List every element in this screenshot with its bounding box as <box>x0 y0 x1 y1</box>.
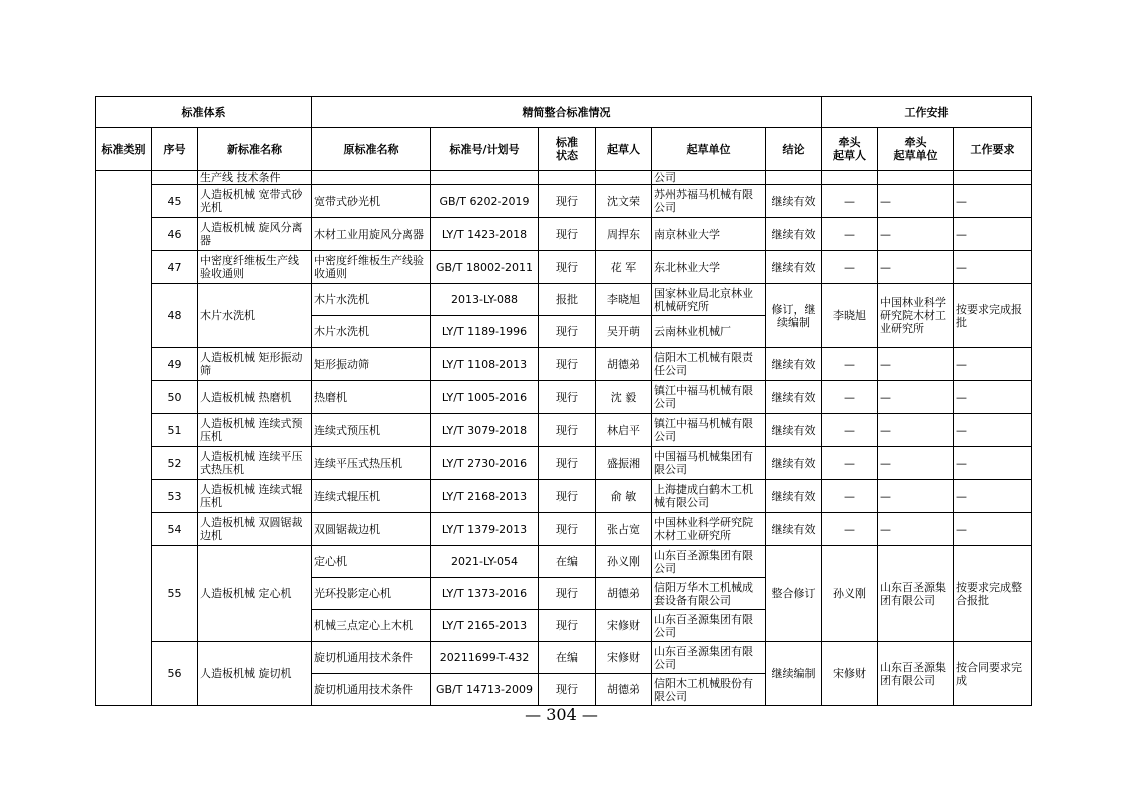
std-no-cell: GB/T 18002-2011 <box>431 251 539 284</box>
orig-name-cell: 定心机 <box>312 546 431 578</box>
std-no-cell <box>431 171 539 185</box>
unit-cell: 国家林业局北京林业机械研究所 <box>652 284 766 316</box>
drafter-cell: 胡德弟 <box>596 348 652 381</box>
requirement-cell: — <box>954 447 1032 480</box>
requirement-cell: — <box>954 348 1032 381</box>
orig-name-cell: 木片水洗机 <box>312 284 431 316</box>
std-no-cell: 2021-LY-054 <box>431 546 539 578</box>
seq-cell: 53 <box>152 480 198 513</box>
conclusion-cell <box>766 171 822 185</box>
conclusion-cell: 继续有效 <box>766 414 822 447</box>
drafter-cell: 俞 敏 <box>596 480 652 513</box>
lead-person-cell: 李晓旭 <box>822 284 878 348</box>
status-cell: 现行 <box>539 316 596 348</box>
seq-cell: 45 <box>152 185 198 218</box>
requirement-cell: — <box>954 185 1032 218</box>
requirement-cell: — <box>954 381 1032 414</box>
table-row <box>96 642 1032 674</box>
conclusion-cell: 整合修订 <box>766 546 822 642</box>
status-cell: 现行 <box>539 218 596 251</box>
status-cell: 现行 <box>539 348 596 381</box>
std-no-cell: LY/T 2730-2016 <box>431 447 539 480</box>
drafter-cell: 胡德弟 <box>596 674 652 706</box>
col-lead-unit: 牵头 起草单位 <box>878 128 954 171</box>
lead-unit-cell: — <box>878 251 954 284</box>
new-name-cell: 木片水洗机 <box>198 284 312 348</box>
lead-unit-cell: — <box>878 513 954 546</box>
lead-unit-cell: — <box>878 218 954 251</box>
status-cell: 现行 <box>539 480 596 513</box>
std-no-cell: 2013-LY-088 <box>431 284 539 316</box>
lead-person-cell: — <box>822 348 878 381</box>
lead-unit-cell: — <box>878 348 954 381</box>
orig-name-cell: 连续式预压机 <box>312 414 431 447</box>
col-lead-person: 牵头 起草人 <box>822 128 878 171</box>
unit-cell: 中国林业科学研究院木材工业研究所 <box>652 513 766 546</box>
std-no-cell: LY/T 2168-2013 <box>431 480 539 513</box>
unit-cell: 云南林业机械厂 <box>652 316 766 348</box>
category-cell <box>96 171 152 706</box>
seq-cell <box>152 171 198 185</box>
requirement-cell <box>954 171 1032 185</box>
unit-cell: 南京林业大学 <box>652 218 766 251</box>
new-name-cell: 生产线 技术条件 <box>198 171 312 185</box>
lead-person-cell: 宋修财 <box>822 642 878 706</box>
status-cell: 现行 <box>539 513 596 546</box>
requirement-cell: — <box>954 251 1032 284</box>
lead-unit-cell: — <box>878 447 954 480</box>
col-std-no: 标准号/计划号 <box>431 128 539 171</box>
new-name-cell: 人造板机械 热磨机 <box>198 381 312 414</box>
orig-name-cell: 热磨机 <box>312 381 431 414</box>
conclusion-cell: 继续有效 <box>766 185 822 218</box>
drafter-cell: 宋修财 <box>596 610 652 642</box>
lead-person-cell: — <box>822 218 878 251</box>
drafter-cell: 吴开萌 <box>596 316 652 348</box>
col-conclusion: 结论 <box>766 128 822 171</box>
requirement-cell: 按要求完成整合报批 <box>954 546 1032 642</box>
new-name-cell: 人造板机械 连续式预压机 <box>198 414 312 447</box>
new-name-cell: 人造板机械 旋切机 <box>198 642 312 706</box>
std-no-cell: LY/T 1373-2016 <box>431 578 539 610</box>
orig-name-cell: 机械三点定心上木机 <box>312 610 431 642</box>
new-name-cell: 人造板机械 矩形振动筛 <box>198 348 312 381</box>
seq-cell: 50 <box>152 381 198 414</box>
table-row <box>96 218 1032 251</box>
status-cell: 现行 <box>539 251 596 284</box>
std-no-cell: LY/T 1423-2018 <box>431 218 539 251</box>
new-name-cell: 人造板机械 定心机 <box>198 546 312 642</box>
col-requirement: 工作要求 <box>954 128 1032 171</box>
status-cell: 现行 <box>539 578 596 610</box>
table-row <box>96 251 1032 284</box>
seq-cell: 49 <box>152 348 198 381</box>
table-row <box>96 513 1032 546</box>
group-consolidation-situation: 精简整合标准情况 <box>312 97 822 128</box>
orig-name-cell: 木材工业用旋风分离器 <box>312 218 431 251</box>
conclusion-cell: 修订，继续编制 <box>766 284 822 348</box>
unit-cell: 山东百圣源集团有限公司 <box>652 642 766 674</box>
status-cell <box>539 171 596 185</box>
std-no-cell: GB/T 6202-2019 <box>431 185 539 218</box>
orig-name-cell: 宽带式砂光机 <box>312 185 431 218</box>
unit-cell: 上海捷成白鹤木工机械有限公司 <box>652 480 766 513</box>
drafter-cell: 周捍东 <box>596 218 652 251</box>
lead-person-cell: — <box>822 185 878 218</box>
conclusion-cell: 继续有效 <box>766 218 822 251</box>
lead-person-cell: — <box>822 381 878 414</box>
orig-name-cell: 光环投影定心机 <box>312 578 431 610</box>
new-name-cell: 中密度纤维板生产线验收通则 <box>198 251 312 284</box>
table-row <box>96 381 1032 414</box>
col-new-name: 新标准名称 <box>198 128 312 171</box>
std-no-cell: LY/T 1189-1996 <box>431 316 539 348</box>
new-name-cell: 人造板机械 旋风分离器 <box>198 218 312 251</box>
std-no-cell: 20211699-T-432 <box>431 642 539 674</box>
new-name-cell: 人造板机械 宽带式砂光机 <box>198 185 312 218</box>
lead-unit-cell: — <box>878 414 954 447</box>
std-no-cell: LY/T 1379-2013 <box>431 513 539 546</box>
status-cell: 现行 <box>539 185 596 218</box>
drafter-cell: 沈文荣 <box>596 185 652 218</box>
requirement-cell: 按要求完成报批 <box>954 284 1032 348</box>
lead-person-cell: — <box>822 251 878 284</box>
lead-person-cell: 孙义刚 <box>822 546 878 642</box>
std-no-cell: GB/T 14713-2009 <box>431 674 539 706</box>
requirement-cell: — <box>954 218 1032 251</box>
unit-cell: 信阳万华木工机械成套设备有限公司 <box>652 578 766 610</box>
unit-cell: 苏州苏福马机械有限公司 <box>652 185 766 218</box>
unit-cell: 中国福马机械集团有限公司 <box>652 447 766 480</box>
header-column-row <box>96 128 1032 171</box>
group-standard-system: 标准体系 <box>96 97 312 128</box>
std-no-cell: LY/T 3079-2018 <box>431 414 539 447</box>
unit-cell: 山东百圣源集团有限公司 <box>652 610 766 642</box>
col-drafter: 起草人 <box>596 128 652 171</box>
header-group-row <box>96 97 1032 128</box>
unit-cell: 信阳木工机械股份有限公司 <box>652 674 766 706</box>
conclusion-cell: 继续有效 <box>766 447 822 480</box>
seq-cell: 47 <box>152 251 198 284</box>
conclusion-cell: 继续编制 <box>766 642 822 706</box>
conclusion-cell: 继续有效 <box>766 513 822 546</box>
table-row-carry <box>96 171 1032 185</box>
unit-cell: 东北林业大学 <box>652 251 766 284</box>
standards-table <box>95 96 1032 706</box>
lead-person-cell: — <box>822 447 878 480</box>
lead-unit-cell: — <box>878 381 954 414</box>
orig-name-cell: 连续平压式热压机 <box>312 447 431 480</box>
table-body <box>96 171 1032 706</box>
lead-unit-cell <box>878 171 954 185</box>
lead-unit-cell: — <box>878 480 954 513</box>
col-category: 标准类别 <box>96 128 152 171</box>
lead-unit-cell: 山东百圣源集团有限公司 <box>878 642 954 706</box>
unit-cell: 山东百圣源集团有限公司 <box>652 546 766 578</box>
unit-cell: 公司 <box>652 171 766 185</box>
status-cell: 现行 <box>539 447 596 480</box>
col-unit: 起草单位 <box>652 128 766 171</box>
drafter-cell: 林启平 <box>596 414 652 447</box>
conclusion-cell: 继续有效 <box>766 251 822 284</box>
lead-unit-cell: 山东百圣源集团有限公司 <box>878 546 954 642</box>
lead-person-cell: — <box>822 414 878 447</box>
requirement-cell: — <box>954 414 1032 447</box>
lead-unit-cell: — <box>878 185 954 218</box>
seq-cell: 55 <box>152 546 198 642</box>
seq-cell: 46 <box>152 218 198 251</box>
unit-cell: 信阳木工机械有限责任公司 <box>652 348 766 381</box>
drafter-cell: 宋修财 <box>596 642 652 674</box>
seq-cell: 56 <box>152 642 198 706</box>
orig-name-cell: 双圆锯裁边机 <box>312 513 431 546</box>
drafter-cell <box>596 171 652 185</box>
new-name-cell: 人造板机械 连续平压式热压机 <box>198 447 312 480</box>
requirement-cell: — <box>954 513 1032 546</box>
status-cell: 现行 <box>539 414 596 447</box>
orig-name-cell: 旋切机通用技术条件 <box>312 642 431 674</box>
orig-name-cell: 连续式辊压机 <box>312 480 431 513</box>
new-name-cell: 人造板机械 连续式辊压机 <box>198 480 312 513</box>
status-cell: 现行 <box>539 610 596 642</box>
orig-name-cell: 中密度纤维板生产线验收通则 <box>312 251 431 284</box>
drafter-cell: 胡德弟 <box>596 578 652 610</box>
status-cell: 现行 <box>539 381 596 414</box>
table-row <box>96 480 1032 513</box>
conclusion-cell: 继续有效 <box>766 348 822 381</box>
drafter-cell: 花 军 <box>596 251 652 284</box>
table-row <box>96 348 1032 381</box>
status-cell: 在编 <box>539 546 596 578</box>
unit-cell: 镇江中福马机械有限公司 <box>652 414 766 447</box>
table-row <box>96 185 1032 218</box>
col-orig-name: 原标准名称 <box>312 128 431 171</box>
unit-cell: 镇江中福马机械有限公司 <box>652 381 766 414</box>
status-cell: 现行 <box>539 674 596 706</box>
seq-cell: 52 <box>152 447 198 480</box>
group-work-arrangement: 工作安排 <box>822 97 1032 128</box>
lead-person-cell: — <box>822 513 878 546</box>
drafter-cell: 沈 毅 <box>596 381 652 414</box>
col-index: 序号 <box>152 128 198 171</box>
drafter-cell: 盛振湘 <box>596 447 652 480</box>
orig-name-cell: 木片水洗机 <box>312 316 431 348</box>
orig-name-cell: 矩形振动筛 <box>312 348 431 381</box>
drafter-cell: 孙义刚 <box>596 546 652 578</box>
table-row <box>96 284 1032 316</box>
drafter-cell: 张占宽 <box>596 513 652 546</box>
col-status: 标准 状态 <box>539 128 596 171</box>
conclusion-cell: 继续有效 <box>766 480 822 513</box>
page-number: — 304 — <box>525 705 598 724</box>
lead-person-cell <box>822 171 878 185</box>
seq-cell: 48 <box>152 284 198 348</box>
new-name-cell: 人造板机械 双圆锯裁边机 <box>198 513 312 546</box>
requirement-cell: 按合同要求完成 <box>954 642 1032 706</box>
status-cell: 报批 <box>539 284 596 316</box>
seq-cell: 54 <box>152 513 198 546</box>
requirement-cell: — <box>954 480 1032 513</box>
lead-person-cell: — <box>822 480 878 513</box>
drafter-cell: 李晓旭 <box>596 284 652 316</box>
conclusion-cell: 继续有效 <box>766 381 822 414</box>
status-cell: 在编 <box>539 642 596 674</box>
std-no-cell: LY/T 1005-2016 <box>431 381 539 414</box>
lead-unit-cell: 中国林业科学研究院木材工业研究所 <box>878 284 954 348</box>
table-row <box>96 447 1032 480</box>
orig-name-cell: 旋切机通用技术条件 <box>312 674 431 706</box>
std-no-cell: LY/T 2165-2013 <box>431 610 539 642</box>
seq-cell: 51 <box>152 414 198 447</box>
orig-name-cell <box>312 171 431 185</box>
std-no-cell: LY/T 1108-2013 <box>431 348 539 381</box>
table-row <box>96 546 1032 578</box>
table-row <box>96 414 1032 447</box>
